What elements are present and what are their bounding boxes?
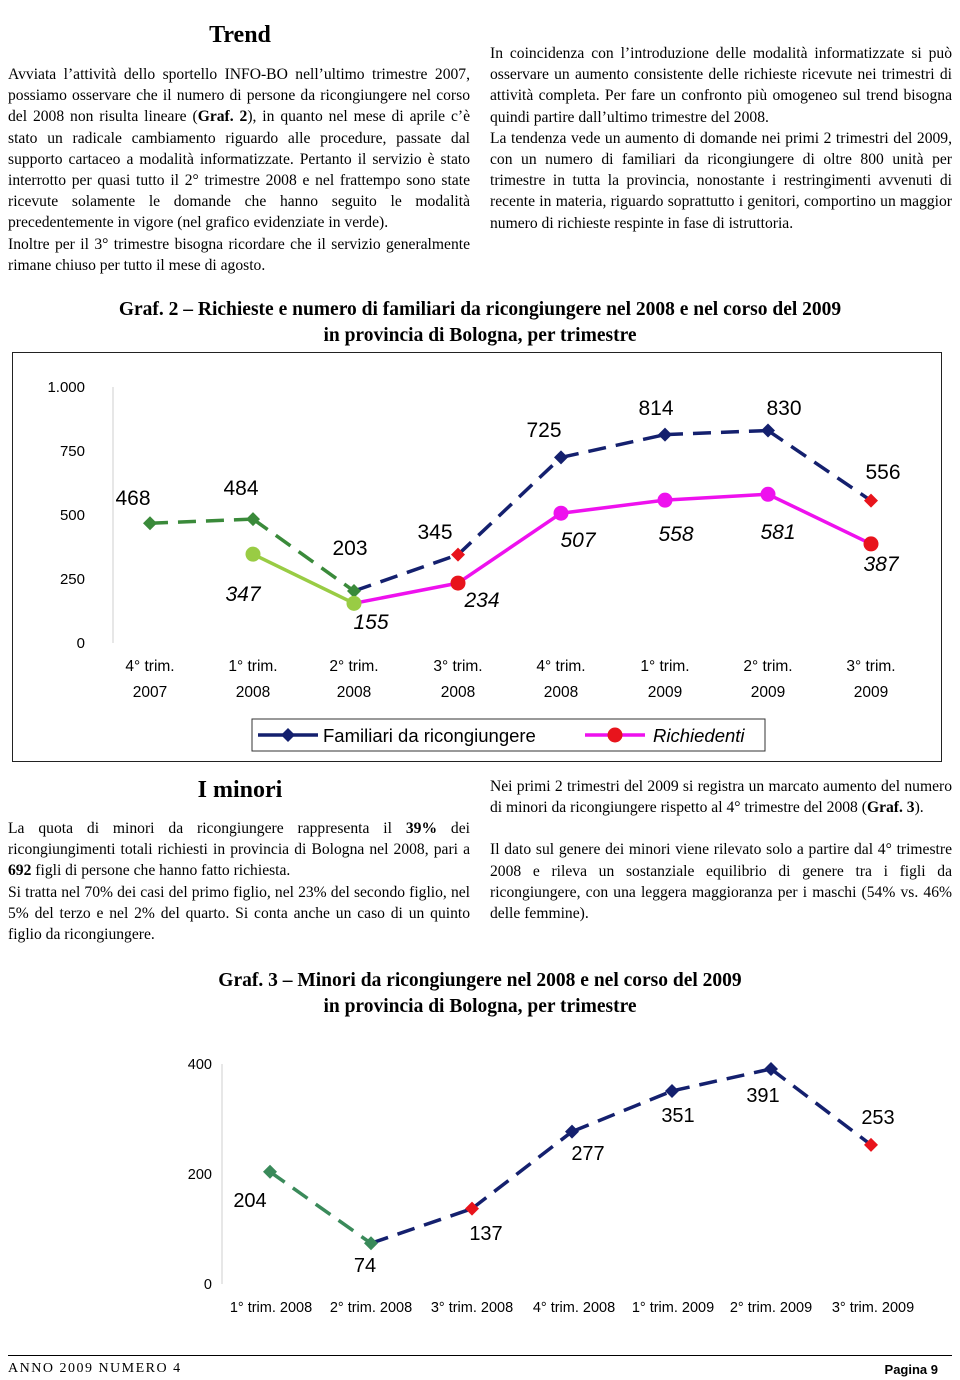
- minori-line-segment: [771, 1069, 871, 1145]
- legend-familiari-label: Familiari da ricongiungere: [323, 725, 536, 746]
- section-title-trend: Trend: [209, 22, 271, 48]
- minori-paragraph-3: Nei primi 2 trimestri del 2009 si registra un marcato aumento del numero di minori da ricongiungere rispetto al 4° trimestre del 2008 (Graf. 3).: [490, 778, 952, 817]
- trend-paragraph-1: Avviata l’attività dello sportello INFO-BO nell’ultimo trimestre 2007, possiamo osservare che il numero di persone da ricongiungere nel corso del 2008 non risulta lineare (Graf. 2), in quanto nel mese di aprile c’è stato un radicale cambiamento riguardo alle procedure, passate dal supporto cartaceo a modalità informatizzate. Pertanto il servizio è stato interrotto per quasi tutto il 2° trimestre 2008 e nel frattempo sono state ricevute solamente le domande che hanno seguito le modalità precedentemente in vigore (nel grafico evidenziate in verde).: [8, 66, 470, 232]
- richiedenti-line-segment: [561, 500, 665, 513]
- graf3-caption: [0, 968, 960, 1020]
- y-tick-label: 1.000: [47, 379, 85, 396]
- minori-line-segment: [371, 1209, 472, 1244]
- minori-data-label: 253: [861, 1107, 895, 1129]
- graf2-caption-line-2: in provincia di Bologna, per trimestre: [323, 325, 637, 346]
- richiedenti-data-label: 155: [353, 611, 389, 634]
- richiedenti-point: [761, 487, 776, 502]
- familiari-data-label: 203: [332, 537, 368, 560]
- graf2-caption-line-1: Graf. 2 – Richieste e numero di familiari da ricongiungere nel 2008 e nel corso del 2009: [118, 299, 842, 320]
- section-title-minori: I minori: [197, 777, 283, 803]
- richiedenti-line-segment: [665, 494, 768, 500]
- richiedenti-point: [451, 576, 466, 591]
- trend-paragraph-2: Inoltre per il 3° trimestre bisogna ricordare che il servizio generalmente rimane chiuso per tutto il mese di agosto.: [8, 235, 470, 274]
- trend-paragraph-3: In coincidenza con l’introduzione delle modalità informatizzate si può osservare un aumento consistente delle richieste ricevute nei trimestri di attività completa. Per fare un confronto più omogeneo sul trend bisogna quindi partire dall’ultimo trimestre del 2008.: [490, 45, 952, 126]
- legend-richiedenti-marker: [608, 728, 623, 743]
- familiari-data-label: 725: [526, 419, 562, 442]
- graf3-chart: [0, 1040, 960, 1340]
- y-tick-label: 0: [76, 635, 85, 652]
- x-tick-label: 3° trim.: [433, 658, 483, 675]
- familiari-point: [658, 428, 672, 442]
- x-tick-label: 1° trim.: [228, 658, 278, 675]
- graf2-chart: [13, 353, 941, 761]
- x-tick-label: 2009: [853, 684, 889, 701]
- x-tick-label: 1° trim. 2008: [229, 1300, 313, 1316]
- x-tick-label: 2° trim.: [743, 658, 793, 675]
- y-tick-label: 0: [203, 1277, 212, 1293]
- richiedenti-data-label: 347: [225, 583, 261, 606]
- graf2-chart-frame: [12, 352, 942, 762]
- familiari-line-segment: [561, 435, 665, 458]
- richiedenti-data-label: 581: [760, 521, 796, 544]
- minori-data-label: 137: [469, 1223, 503, 1245]
- trend-left-column: [8, 64, 470, 276]
- minori-left-column: [8, 818, 470, 945]
- graf3-caption-line-2: in provincia di Bologna, per trimestre: [323, 996, 637, 1017]
- x-tick-label: 2008: [543, 684, 579, 701]
- y-tick-label: 500: [59, 507, 85, 524]
- richiedenti-line-segment: [458, 513, 561, 583]
- minori-line-segment: [270, 1172, 371, 1244]
- richiedenti-point: [554, 506, 569, 521]
- graf3-caption-line-1: Graf. 3 – Minori da ricongiungere nel 2008 e nel corso del 2009: [218, 970, 742, 991]
- richiedenti-data-label: 234: [464, 589, 500, 612]
- minori-data-label: 204: [233, 1190, 267, 1212]
- familiari-data-label: 814: [638, 397, 674, 420]
- familiari-line-segment: [458, 457, 561, 554]
- x-tick-label: 2° trim. 2008: [329, 1300, 413, 1316]
- minori-paragraph-2: Si tratta nel 70% dei casi del primo figlio, nel 23% del secondo figlio, nel 5% del terzo e nel 2% del quarto. Si conta anche un caso di un quinto figlio da ricongiungere.: [8, 883, 470, 944]
- familiari-data-label: 345: [417, 521, 453, 544]
- x-tick-label: 3° trim. 2008: [430, 1300, 514, 1316]
- x-tick-label: 4° trim.: [536, 658, 586, 675]
- graf3-reference: Graf. 3: [866, 799, 915, 817]
- x-tick-label: 4° trim.: [125, 658, 175, 675]
- x-tick-label: 1° trim.: [640, 658, 690, 675]
- x-tick-label: 2009: [750, 684, 786, 701]
- familiari-point: [143, 516, 157, 530]
- richiedenti-data-label: 387: [863, 553, 899, 576]
- y-tick-label: 400: [187, 1057, 212, 1073]
- familiari-data-label: 468: [115, 487, 151, 510]
- minori-paragraph-4: Il dato sul genere dei minori viene rilevato solo a partire dal 4° trimestre 2008 e rileva un sostanziale equilibrio di genere tra i figli da ricongiungere, con una leggera maggioranza per i maschi (54% vs. 46% delle femmine).: [490, 841, 952, 923]
- x-tick-label: 4° trim. 2008: [532, 1300, 616, 1316]
- familiari-line-segment: [768, 431, 871, 501]
- x-tick-label: 2° trim.: [329, 658, 379, 675]
- footer-publication: ANNO 2009 NUMERO 4: [8, 1361, 182, 1376]
- familiari-point: [554, 450, 568, 464]
- y-tick-label: 750: [59, 443, 85, 460]
- minori-data-label: 277: [571, 1143, 605, 1165]
- y-tick-label: 250: [59, 571, 85, 588]
- richiedenti-point: [864, 536, 879, 551]
- minori-right-column: [490, 776, 952, 924]
- x-tick-label: 2008: [440, 684, 476, 701]
- richiedenti-data-label: 558: [658, 523, 694, 546]
- familiari-line-segment: [150, 519, 253, 523]
- minori-paragraph-1: La quota di minori da ricongiungere rappresenta il 39% dei ricongiungimenti totali richiesti in provincia di Bologna nel 2008, pari a 692 figli di persone che hanno fatto richiesta.: [8, 820, 470, 880]
- minori-line-segment: [572, 1091, 672, 1132]
- minori-line-segment: [472, 1132, 572, 1209]
- minori-data-label: 74: [353, 1255, 377, 1277]
- graf2-reference: Graf. 2: [197, 108, 248, 126]
- footer-page-number: Pagina 9: [884, 1362, 938, 1377]
- minori-data-label: 391: [746, 1085, 780, 1107]
- x-tick-label: 2° trim. 2009: [729, 1300, 813, 1316]
- trend-right-column: [490, 43, 952, 234]
- graf2-caption: [0, 297, 960, 349]
- richiedenti-point: [347, 596, 362, 611]
- x-tick-label: 2009: [647, 684, 683, 701]
- footer-rule: [8, 1355, 952, 1356]
- x-tick-label: 3° trim. 2009: [831, 1300, 915, 1316]
- richiedenti-point: [246, 547, 261, 562]
- y-tick-label: 200: [187, 1167, 212, 1183]
- legend-richiedenti-label: Richiedenti: [653, 725, 745, 746]
- x-tick-label: 2008: [336, 684, 372, 701]
- x-tick-label: 1° trim. 2009: [631, 1300, 715, 1316]
- x-tick-label: 3° trim.: [846, 658, 896, 675]
- richiedenti-line-segment: [253, 554, 354, 603]
- richiedenti-point: [658, 493, 673, 508]
- familiari-data-label: 484: [223, 477, 259, 500]
- familiari-data-label: 830: [766, 397, 802, 420]
- familiari-line-segment: [665, 431, 768, 435]
- x-tick-label: 2007: [132, 684, 168, 701]
- familiari-data-label: 556: [865, 461, 901, 484]
- x-tick-label: 2008: [235, 684, 271, 701]
- minori-data-label: 351: [661, 1105, 695, 1127]
- richiedenti-data-label: 507: [560, 529, 596, 552]
- minori-point: [665, 1084, 679, 1098]
- trend-paragraph-4: La tendenza vede un aumento di domande nei primi 2 trimestri del 2009, con un numero di familiari da ricongiungere di oltre 800 unità per trimestre in tutta la provincia, nonostante i restringimenti avvenuti di recente in materia, riguardo soprattutto i genitori, comportino un maggior numero di richieste respinte in fase di istruttoria.: [490, 129, 952, 232]
